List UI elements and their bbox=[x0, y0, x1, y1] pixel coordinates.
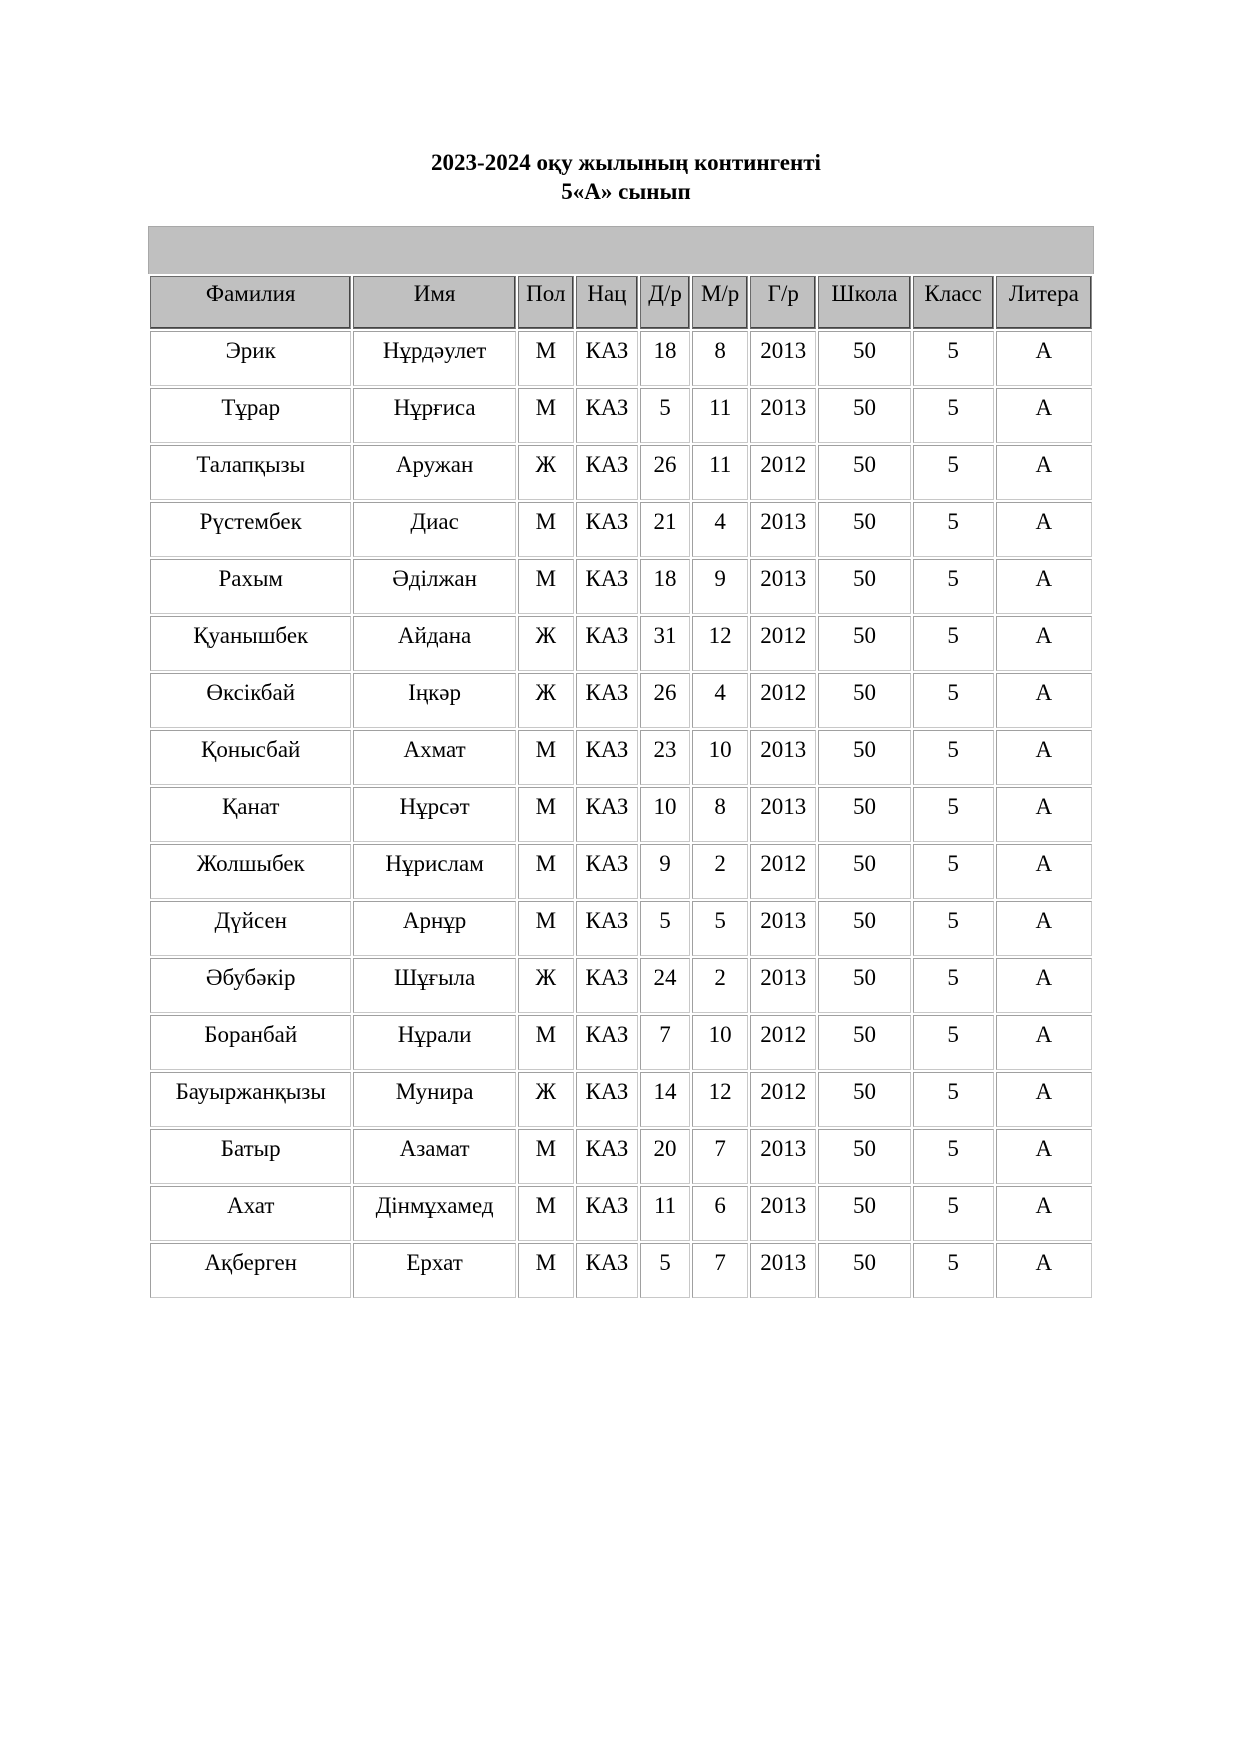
table-row bbox=[150, 616, 1092, 671]
cell-surname: Әбубәкір bbox=[150, 958, 351, 1013]
cell-name: Диас bbox=[353, 502, 515, 557]
cell-nationality: КАЗ bbox=[576, 844, 638, 899]
cell-letter: А bbox=[996, 616, 1092, 671]
cell-letter: А bbox=[996, 673, 1092, 728]
cell-nationality: КАЗ bbox=[576, 673, 638, 728]
cell-school: 50 bbox=[818, 787, 910, 842]
cell-surname: Өксікбай bbox=[150, 673, 351, 728]
cell-letter: А bbox=[996, 445, 1092, 500]
cell-letter: А bbox=[996, 901, 1092, 956]
column-header-gender: Пол bbox=[518, 276, 574, 329]
cell-letter: А bbox=[996, 787, 1092, 842]
cell-birth-day: 21 bbox=[640, 502, 690, 557]
cell-name: Дінмұхамед bbox=[353, 1186, 515, 1241]
table-body bbox=[150, 331, 1092, 1298]
table-row bbox=[150, 901, 1092, 956]
cell-birth-month: 10 bbox=[692, 1015, 748, 1070]
cell-name: Әділжан bbox=[353, 559, 515, 614]
cell-gender: М bbox=[518, 1015, 574, 1070]
column-header-name: Имя bbox=[353, 276, 515, 329]
document-subtitle: 5«А» сынып bbox=[561, 179, 691, 204]
cell-name: Нұрислам bbox=[353, 844, 515, 899]
cell-surname: Тұрар bbox=[150, 388, 351, 443]
cell-nationality: КАЗ bbox=[576, 559, 638, 614]
table-row bbox=[150, 673, 1092, 728]
cell-birth-month: 8 bbox=[692, 331, 748, 386]
cell-class: 5 bbox=[913, 1129, 994, 1184]
cell-name: Ахмат bbox=[353, 730, 515, 785]
cell-class: 5 bbox=[913, 1015, 994, 1070]
cell-name: Нұрдәулет bbox=[353, 331, 515, 386]
column-header-letter: Литера bbox=[996, 276, 1092, 329]
cell-surname: Батыр bbox=[150, 1129, 351, 1184]
cell-class: 5 bbox=[913, 1243, 994, 1298]
cell-birth-year: 2013 bbox=[750, 958, 816, 1013]
table-row bbox=[150, 445, 1092, 500]
cell-birth-year: 2013 bbox=[750, 502, 816, 557]
cell-birth-month: 2 bbox=[692, 844, 748, 899]
table-row bbox=[150, 1243, 1092, 1298]
cell-letter: А bbox=[996, 1186, 1092, 1241]
cell-gender: М bbox=[518, 559, 574, 614]
cell-birth-day: 26 bbox=[640, 445, 690, 500]
table-caption-band bbox=[148, 226, 1094, 276]
cell-birth-day: 18 bbox=[640, 331, 690, 386]
cell-birth-day: 5 bbox=[640, 1243, 690, 1298]
cell-class: 5 bbox=[913, 787, 994, 842]
cell-surname: Қанат bbox=[150, 787, 351, 842]
cell-nationality: КАЗ bbox=[576, 331, 638, 386]
cell-name: Нұрсәт bbox=[353, 787, 515, 842]
cell-gender: М bbox=[518, 1243, 574, 1298]
table-row bbox=[150, 502, 1092, 557]
cell-name: Арнұр bbox=[353, 901, 515, 956]
table-row bbox=[150, 730, 1092, 785]
table-row bbox=[150, 1186, 1092, 1241]
cell-letter: А bbox=[996, 1015, 1092, 1070]
column-header-class: Класс bbox=[913, 276, 994, 329]
cell-birth-day: 24 bbox=[640, 958, 690, 1013]
cell-gender: М bbox=[518, 844, 574, 899]
column-header-birth-day: Д/р bbox=[640, 276, 690, 329]
cell-birth-day: 20 bbox=[640, 1129, 690, 1184]
cell-letter: А bbox=[996, 502, 1092, 557]
cell-surname: Рахым bbox=[150, 559, 351, 614]
cell-birth-month: 10 bbox=[692, 730, 748, 785]
cell-birth-month: 7 bbox=[692, 1129, 748, 1184]
cell-nationality: КАЗ bbox=[576, 901, 638, 956]
cell-birth-month: 11 bbox=[692, 388, 748, 443]
cell-name: Нұрали bbox=[353, 1015, 515, 1070]
cell-birth-year: 2012 bbox=[750, 445, 816, 500]
table-row bbox=[150, 1129, 1092, 1184]
cell-letter: А bbox=[996, 844, 1092, 899]
column-header-surname: Фамилия bbox=[150, 276, 351, 329]
cell-birth-year: 2013 bbox=[750, 787, 816, 842]
cell-school: 50 bbox=[818, 844, 910, 899]
cell-gender: М bbox=[518, 730, 574, 785]
table-row bbox=[150, 559, 1092, 614]
table-row bbox=[150, 388, 1092, 443]
cell-birth-day: 7 bbox=[640, 1015, 690, 1070]
cell-school: 50 bbox=[818, 673, 910, 728]
cell-letter: А bbox=[996, 730, 1092, 785]
cell-class: 5 bbox=[913, 844, 994, 899]
cell-name: Шұғыла bbox=[353, 958, 515, 1013]
cell-surname: Ахат bbox=[150, 1186, 351, 1241]
cell-name: Іңкәр bbox=[353, 673, 515, 728]
cell-birth-day: 11 bbox=[640, 1186, 690, 1241]
cell-surname: Боранбай bbox=[150, 1015, 351, 1070]
cell-nationality: КАЗ bbox=[576, 502, 638, 557]
document-title: 2023-2024 оқу жылының контингенті bbox=[431, 150, 821, 175]
cell-class: 5 bbox=[913, 958, 994, 1013]
column-header-birth-month: М/р bbox=[692, 276, 748, 329]
cell-birth-day: 5 bbox=[640, 901, 690, 956]
cell-school: 50 bbox=[818, 616, 910, 671]
cell-class: 5 bbox=[913, 331, 994, 386]
table-row bbox=[150, 1015, 1092, 1070]
cell-class: 5 bbox=[913, 502, 994, 557]
cell-letter: А bbox=[996, 388, 1092, 443]
cell-nationality: КАЗ bbox=[576, 730, 638, 785]
cell-gender: М bbox=[518, 388, 574, 443]
cell-gender: М bbox=[518, 331, 574, 386]
cell-name: Азамат bbox=[353, 1129, 515, 1184]
table-header bbox=[150, 276, 1092, 329]
table-row bbox=[150, 958, 1092, 1013]
cell-surname: Қонысбай bbox=[150, 730, 351, 785]
roster-table bbox=[148, 274, 1094, 1300]
cell-birth-year: 2013 bbox=[750, 901, 816, 956]
cell-nationality: КАЗ bbox=[576, 1129, 638, 1184]
cell-birth-year: 2013 bbox=[750, 559, 816, 614]
cell-birth-month: 7 bbox=[692, 1243, 748, 1298]
cell-birth-year: 2013 bbox=[750, 1243, 816, 1298]
cell-letter: А bbox=[996, 958, 1092, 1013]
cell-class: 5 bbox=[913, 388, 994, 443]
cell-birth-day: 9 bbox=[640, 844, 690, 899]
cell-birth-day: 23 bbox=[640, 730, 690, 785]
cell-name: Айдана bbox=[353, 616, 515, 671]
column-header-birth-year: Г/р bbox=[750, 276, 816, 329]
cell-nationality: КАЗ bbox=[576, 1015, 638, 1070]
document-title-block bbox=[0, 148, 1240, 206]
cell-letter: А bbox=[996, 1243, 1092, 1298]
cell-school: 50 bbox=[818, 1129, 910, 1184]
cell-school: 50 bbox=[818, 1072, 910, 1127]
cell-class: 5 bbox=[913, 445, 994, 500]
cell-class: 5 bbox=[913, 730, 994, 785]
cell-birth-year: 2012 bbox=[750, 1015, 816, 1070]
cell-birth-year: 2013 bbox=[750, 730, 816, 785]
cell-birth-year: 2012 bbox=[750, 616, 816, 671]
cell-name: Мунира bbox=[353, 1072, 515, 1127]
cell-birth-month: 5 bbox=[692, 901, 748, 956]
cell-letter: А bbox=[996, 1072, 1092, 1127]
cell-gender: М bbox=[518, 787, 574, 842]
column-header-school: Школа bbox=[818, 276, 910, 329]
cell-letter: А bbox=[996, 331, 1092, 386]
cell-birth-month: 12 bbox=[692, 616, 748, 671]
cell-surname: Ақберген bbox=[150, 1243, 351, 1298]
cell-surname: Эрик bbox=[150, 331, 351, 386]
cell-name: Нұрғиса bbox=[353, 388, 515, 443]
cell-nationality: КАЗ bbox=[576, 958, 638, 1013]
cell-birth-year: 2012 bbox=[750, 1072, 816, 1127]
cell-birth-month: 4 bbox=[692, 502, 748, 557]
cell-birth-month: 8 bbox=[692, 787, 748, 842]
table-header-row bbox=[150, 276, 1092, 329]
cell-birth-month: 12 bbox=[692, 1072, 748, 1127]
cell-class: 5 bbox=[913, 616, 994, 671]
cell-gender: М bbox=[518, 502, 574, 557]
cell-gender: Ж bbox=[518, 1072, 574, 1127]
cell-school: 50 bbox=[818, 958, 910, 1013]
cell-birth-year: 2013 bbox=[750, 1129, 816, 1184]
cell-birth-month: 11 bbox=[692, 445, 748, 500]
cell-school: 50 bbox=[818, 331, 910, 386]
cell-gender: М bbox=[518, 1129, 574, 1184]
cell-birth-year: 2013 bbox=[750, 1186, 816, 1241]
cell-school: 50 bbox=[818, 559, 910, 614]
column-header-nationality: Нац bbox=[576, 276, 638, 329]
cell-gender: М bbox=[518, 901, 574, 956]
cell-school: 50 bbox=[818, 1015, 910, 1070]
cell-school: 50 bbox=[818, 730, 910, 785]
cell-birth-day: 18 bbox=[640, 559, 690, 614]
cell-birth-year: 2013 bbox=[750, 388, 816, 443]
cell-class: 5 bbox=[913, 901, 994, 956]
cell-school: 50 bbox=[818, 502, 910, 557]
cell-gender: Ж bbox=[518, 445, 574, 500]
cell-birth-day: 14 bbox=[640, 1072, 690, 1127]
cell-letter: А bbox=[996, 1129, 1092, 1184]
cell-gender: Ж bbox=[518, 958, 574, 1013]
cell-birth-day: 31 bbox=[640, 616, 690, 671]
table-row bbox=[150, 844, 1092, 899]
cell-gender: Ж bbox=[518, 673, 574, 728]
cell-letter: А bbox=[996, 559, 1092, 614]
cell-nationality: КАЗ bbox=[576, 445, 638, 500]
table-row bbox=[150, 331, 1092, 386]
cell-school: 50 bbox=[818, 1243, 910, 1298]
cell-nationality: КАЗ bbox=[576, 1072, 638, 1127]
cell-birth-year: 2012 bbox=[750, 673, 816, 728]
cell-school: 50 bbox=[818, 445, 910, 500]
cell-school: 50 bbox=[818, 901, 910, 956]
cell-name: Ерхат bbox=[353, 1243, 515, 1298]
cell-school: 50 bbox=[818, 388, 910, 443]
cell-nationality: КАЗ bbox=[576, 616, 638, 671]
cell-name: Аружан bbox=[353, 445, 515, 500]
cell-surname: Бауыржанқызы bbox=[150, 1072, 351, 1127]
cell-birth-month: 2 bbox=[692, 958, 748, 1013]
cell-birth-year: 2012 bbox=[750, 844, 816, 899]
cell-birth-month: 6 bbox=[692, 1186, 748, 1241]
cell-nationality: КАЗ bbox=[576, 787, 638, 842]
cell-surname: Дүйсен bbox=[150, 901, 351, 956]
cell-class: 5 bbox=[913, 559, 994, 614]
cell-surname: Қуанышбек bbox=[150, 616, 351, 671]
cell-birth-day: 10 bbox=[640, 787, 690, 842]
cell-nationality: КАЗ bbox=[576, 388, 638, 443]
cell-birth-day: 5 bbox=[640, 388, 690, 443]
cell-birth-day: 26 bbox=[640, 673, 690, 728]
cell-surname: Рүстембек bbox=[150, 502, 351, 557]
cell-surname: Жолшыбек bbox=[150, 844, 351, 899]
cell-class: 5 bbox=[913, 1072, 994, 1127]
cell-class: 5 bbox=[913, 1186, 994, 1241]
table-row bbox=[150, 787, 1092, 842]
table-row bbox=[150, 1072, 1092, 1127]
cell-nationality: КАЗ bbox=[576, 1186, 638, 1241]
roster-table-container bbox=[148, 226, 1094, 1300]
cell-gender: Ж bbox=[518, 616, 574, 671]
cell-birth-year: 2013 bbox=[750, 331, 816, 386]
cell-birth-month: 4 bbox=[692, 673, 748, 728]
cell-nationality: КАЗ bbox=[576, 1243, 638, 1298]
cell-class: 5 bbox=[913, 673, 994, 728]
cell-surname: Талапқызы bbox=[150, 445, 351, 500]
cell-birth-month: 9 bbox=[692, 559, 748, 614]
cell-school: 50 bbox=[818, 1186, 910, 1241]
cell-gender: М bbox=[518, 1186, 574, 1241]
